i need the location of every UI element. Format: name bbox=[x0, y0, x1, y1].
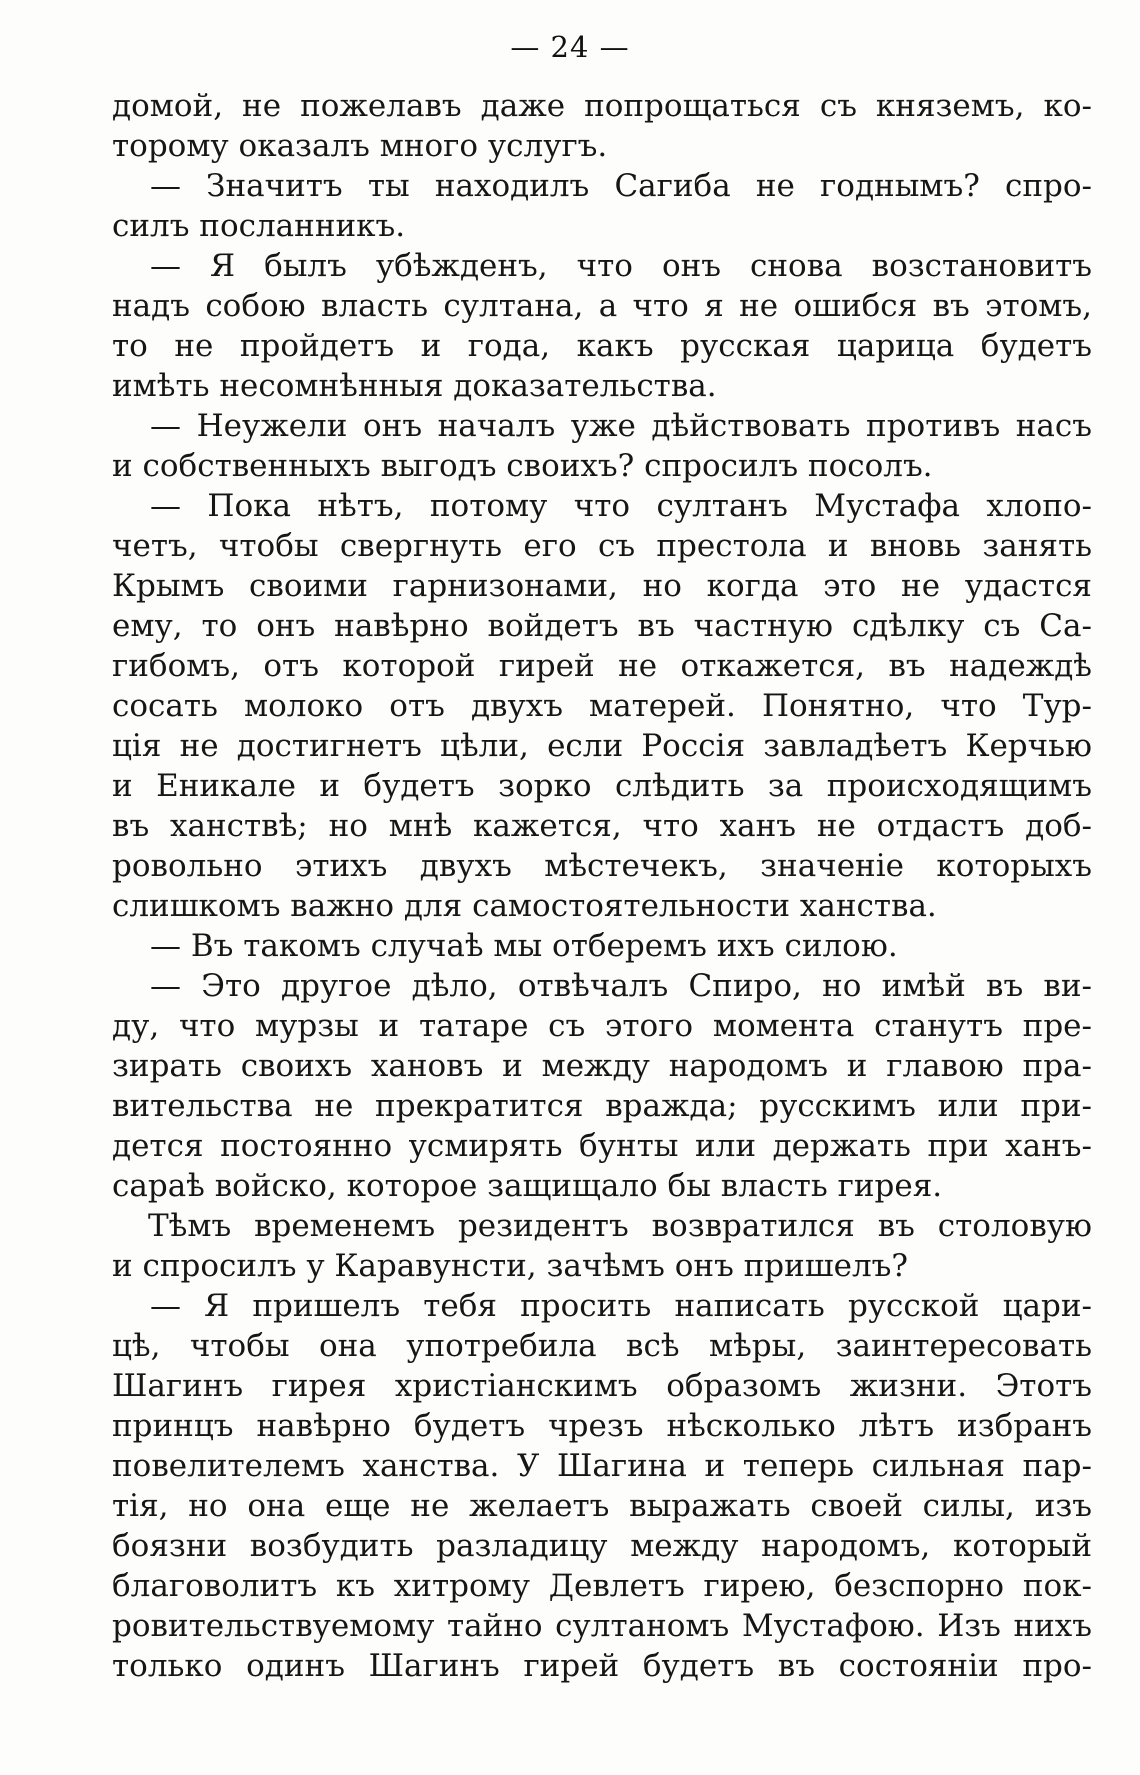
text-line: въ ханствѣ; но мнѣ кажется, что ханъ не отдастъ доб- bbox=[112, 808, 1092, 844]
text-line: вительства не прекратится вражда; русскимъ или при- bbox=[112, 1088, 1092, 1124]
text-line: благоволитъ къ хитрому Девлетъ гирею, безспорно пок- bbox=[112, 1568, 1092, 1604]
text-line: — Пока нѣтъ, потому что султанъ Мустафа хлопо- bbox=[150, 488, 1092, 524]
text-line: Крымъ своими гарнизонами, но когда это не удастся bbox=[112, 568, 1092, 604]
text-line: то не пройдетъ и года, какъ русская царица будетъ bbox=[112, 328, 1092, 364]
text-line: ровольно этихъ двухъ мѣстечекъ, значеніе которыхъ bbox=[112, 848, 1092, 884]
text-line: — Значитъ ты находилъ Сагиба не годнымъ? спро- bbox=[150, 168, 1092, 204]
text-line: — Въ такомъ случаѣ мы отберемъ ихъ силою. bbox=[150, 928, 898, 964]
page-number: — 24 — bbox=[510, 30, 630, 64]
text-line: — Это другое дѣло, отвѣчалъ Спиро, но имѣй въ ви- bbox=[150, 968, 1092, 1004]
text-line: — Я былъ убѣжденъ, что онъ снова возстановитъ bbox=[150, 248, 1092, 284]
text-line: зирать своихъ хановъ и между народомъ и главою пра- bbox=[112, 1048, 1092, 1084]
text-line: сараѣ войско, которое защищало бы власть гирея. bbox=[112, 1168, 943, 1204]
text-line: торому оказалъ много услугъ. bbox=[112, 128, 608, 164]
text-line: принцъ навѣрно будетъ чрезъ нѣсколько лѣтъ избранъ bbox=[112, 1408, 1092, 1444]
text-line: дется постоянно усмирять бунты или держать при ханъ- bbox=[112, 1128, 1092, 1164]
text-line: только одинъ Шагинъ гирей будетъ въ состояніи про- bbox=[112, 1648, 1092, 1684]
text-line: — Неужели онъ началъ уже дѣйствовать противъ насъ bbox=[150, 408, 1092, 444]
text-line: ему, то онъ навѣрно войдетъ въ частную сдѣлку съ Са- bbox=[112, 608, 1092, 644]
text-line: повелителемъ ханства. У Шагина и теперь сильная пар- bbox=[112, 1448, 1092, 1484]
text-line: слишкомъ важно для самостоятельности ханства. bbox=[112, 888, 937, 924]
text-line: имѣть несомнѣнныя доказательства. bbox=[112, 368, 717, 404]
text-line: Тѣмъ временемъ резидентъ возвратился въ столовую bbox=[148, 1208, 1092, 1244]
text-line: силъ посланникъ. bbox=[112, 208, 406, 244]
text-line: домой, не пожелавъ даже попрощаться съ княземъ, ко- bbox=[112, 88, 1092, 124]
text-line: четъ, чтобы свергнуть его съ престола и вновь занять bbox=[112, 528, 1092, 564]
text-line: тія, но она еще не желаетъ выражать своей силы, изъ bbox=[112, 1488, 1092, 1524]
text-line: и спросилъ у Каравунсти, зачѣмъ онъ пришелъ? bbox=[112, 1248, 909, 1284]
text-line: надъ собою власть султана, а что я не ошибся въ этомъ, bbox=[112, 288, 1092, 324]
body-text bbox=[112, 86, 1092, 1686]
text-line: — Я пришелъ тебя просить написать русской цари- bbox=[150, 1288, 1092, 1324]
text-line: ду, что мурзы и татаре съ этого момента станутъ пре- bbox=[112, 1008, 1092, 1044]
text-line: и собственныхъ выгодъ своихъ? спросилъ посолъ. bbox=[112, 448, 933, 484]
text-line: ція не достигнетъ цѣли, если Россія завладѣетъ Керчью bbox=[112, 728, 1092, 764]
text-line: и Еникале и будетъ зорко слѣдить за происходящимъ bbox=[112, 768, 1092, 804]
text-line: боязни возбудить разладицу между народомъ, который bbox=[112, 1528, 1092, 1564]
text-line: Шагинъ гирея христіанскимъ образомъ жизни. Этотъ bbox=[112, 1368, 1092, 1404]
text-line: ровительствуемому тайно султаномъ Мустафою. Изъ нихъ bbox=[112, 1608, 1092, 1644]
text-line: гибомъ, отъ которой гирей не откажется, въ надеждѣ bbox=[112, 648, 1092, 684]
text-line: сосать молоко отъ двухъ матерей. Понятно, что Тур- bbox=[112, 688, 1092, 724]
text-line: цѣ, чтобы она употребила всѣ мѣры, заинтересовать bbox=[112, 1328, 1092, 1364]
